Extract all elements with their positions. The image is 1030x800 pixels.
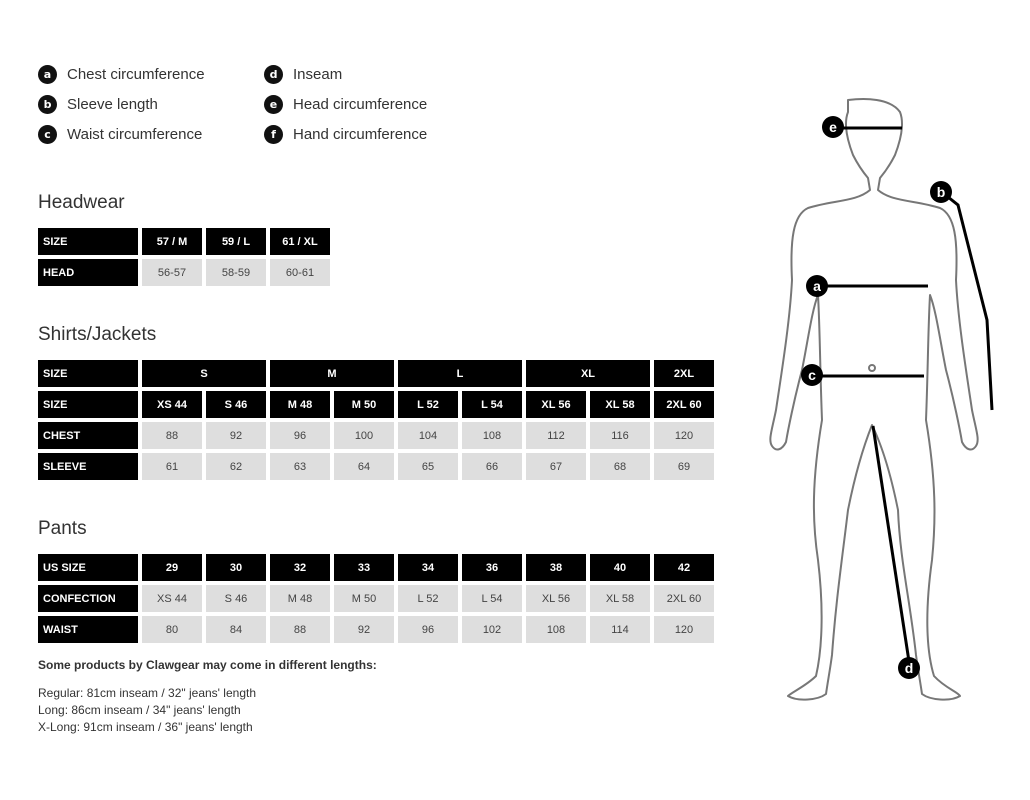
legend-item-f [264, 123, 427, 145]
table-cell: XL 58 [590, 391, 650, 418]
table-row [38, 259, 330, 286]
table-cell: 108 [526, 616, 586, 643]
table-cell: 65 [398, 453, 458, 480]
table-cell: S 46 [206, 585, 266, 612]
legend-label: Head circumference [293, 95, 428, 113]
table-cell: 68 [590, 453, 650, 480]
table-cell: 88 [270, 616, 330, 643]
table-row [38, 616, 714, 643]
table-cell: 61 / XL [270, 228, 330, 255]
table-cell: L [398, 360, 522, 387]
table-cell: 60-61 [270, 259, 330, 286]
table-cell: 36 [462, 554, 522, 581]
table-cell: M 50 [334, 391, 394, 418]
headwear-title: Headwear [38, 192, 125, 213]
table-cell: XL 58 [590, 585, 650, 612]
row-header: US SIZE [38, 554, 138, 581]
table-cell: 108 [462, 422, 522, 449]
table-cell: 62 [206, 453, 266, 480]
shirts-title: Shirts/Jackets [38, 324, 157, 345]
table-cell: L 52 [398, 391, 458, 418]
table-cell: 64 [334, 453, 394, 480]
row-header: SIZE [38, 228, 138, 255]
marker-label: a [813, 278, 821, 294]
legend-badge: c [38, 125, 57, 144]
table-cell: 59 / L [206, 228, 266, 255]
table-cell: 67 [526, 453, 586, 480]
table-cell: L 52 [398, 585, 458, 612]
table-row [38, 585, 714, 612]
legend-item-d [264, 63, 342, 85]
table-cell: 2XL 60 [654, 585, 714, 612]
length-notes [38, 658, 377, 736]
table-cell: 33 [334, 554, 394, 581]
measurement-marker-c [801, 364, 823, 386]
table-cell: 96 [270, 422, 330, 449]
table-cell: 61 [142, 453, 202, 480]
table-cell: 57 / M [142, 228, 202, 255]
table-cell: 2XL [654, 360, 714, 387]
notes-line: Regular: 81cm inseam / 32" jeans' length [38, 686, 257, 700]
row-header: HEAD [38, 259, 138, 286]
legend-label: Inseam [293, 65, 343, 83]
row-header: SIZE [38, 391, 138, 418]
table-cell: 104 [398, 422, 458, 449]
marker-label: b [936, 184, 946, 200]
shirts-table [34, 356, 718, 484]
table-cell: 92 [334, 616, 394, 643]
table-cell: 40 [590, 554, 650, 581]
headwear-table [34, 224, 334, 290]
row-header: CONFECTION [38, 585, 138, 612]
table-cell: 34 [398, 554, 458, 581]
notes-line: Long: 86cm inseam / 34" jeans' length [38, 703, 241, 717]
table-cell: 114 [590, 616, 650, 643]
pants-table [34, 550, 718, 647]
table-cell: 66 [462, 453, 522, 480]
notes-line: X-Long: 91cm inseam / 36" jeans' length [38, 720, 253, 734]
row-header: SIZE [38, 360, 138, 387]
table-cell: XS 44 [142, 585, 202, 612]
table-cell: M [270, 360, 394, 387]
table-cell: 56-57 [142, 259, 202, 286]
legend-badge: d [264, 65, 283, 84]
table-cell: 112 [526, 422, 586, 449]
table-row [38, 554, 714, 581]
table-cell: 32 [270, 554, 330, 581]
table-row [38, 453, 714, 480]
measurement-lines [814, 128, 992, 668]
measurement-marker-a [806, 275, 828, 297]
table-row [38, 391, 714, 418]
legend-badge: e [264, 95, 283, 114]
table-cell: S 46 [206, 391, 266, 418]
table-cell: 80 [142, 616, 202, 643]
table-cell: 29 [142, 554, 202, 581]
table-cell: 102 [462, 616, 522, 643]
table-cell: XS 44 [142, 391, 202, 418]
marker-label: e [829, 119, 837, 135]
legend-badge: a [38, 65, 57, 84]
table-cell: 42 [654, 554, 714, 581]
legend-item-e [264, 93, 427, 115]
table-cell: 84 [206, 616, 266, 643]
table-cell: S [142, 360, 266, 387]
table-cell: 92 [206, 422, 266, 449]
legend-badge: f [264, 125, 283, 144]
marker-label: d [904, 660, 914, 676]
legend-label: Sleeve length [67, 95, 158, 113]
table-cell: 120 [654, 616, 714, 643]
table-cell: 96 [398, 616, 458, 643]
table-cell: XL [526, 360, 650, 387]
table-cell: 38 [526, 554, 586, 581]
table-cell: 120 [654, 422, 714, 449]
table-row [38, 360, 714, 387]
table-cell: M 48 [270, 391, 330, 418]
legend-item-b [38, 93, 158, 115]
marker-label: c [808, 367, 816, 383]
table-row [38, 422, 714, 449]
notes-heading: Some products by Clawgear may come in different lengths: [38, 658, 377, 672]
table-cell: 116 [590, 422, 650, 449]
legend-label: Chest circumference [67, 65, 205, 83]
pants-title: Pants [38, 518, 87, 539]
table-cell: M 50 [334, 585, 394, 612]
table-cell: 100 [334, 422, 394, 449]
body-measurement-figure [740, 80, 1010, 720]
measurement-marker-e [822, 116, 844, 138]
row-header: SLEEVE [38, 453, 138, 480]
table-cell: 63 [270, 453, 330, 480]
table-cell: L 54 [462, 391, 522, 418]
table-cell: 58-59 [206, 259, 266, 286]
table-cell: XL 56 [526, 391, 586, 418]
legend-item-a [38, 63, 205, 85]
legend-label: Waist circumference [67, 125, 203, 143]
table-cell: 2XL 60 [654, 391, 714, 418]
table-row [38, 228, 330, 255]
table-cell: 30 [206, 554, 266, 581]
legend-label: Hand circumference [293, 125, 428, 143]
table-cell: L 54 [462, 585, 522, 612]
legend-badge: b [38, 95, 57, 114]
table-cell: M 48 [270, 585, 330, 612]
row-header: CHEST [38, 422, 138, 449]
row-header: WAIST [38, 616, 138, 643]
measurement-marker-b [930, 181, 952, 203]
table-cell: 69 [654, 453, 714, 480]
table-cell: 88 [142, 422, 202, 449]
legend-item-c [38, 123, 202, 145]
table-cell: XL 56 [526, 585, 586, 612]
measurement-marker-d [898, 657, 920, 679]
